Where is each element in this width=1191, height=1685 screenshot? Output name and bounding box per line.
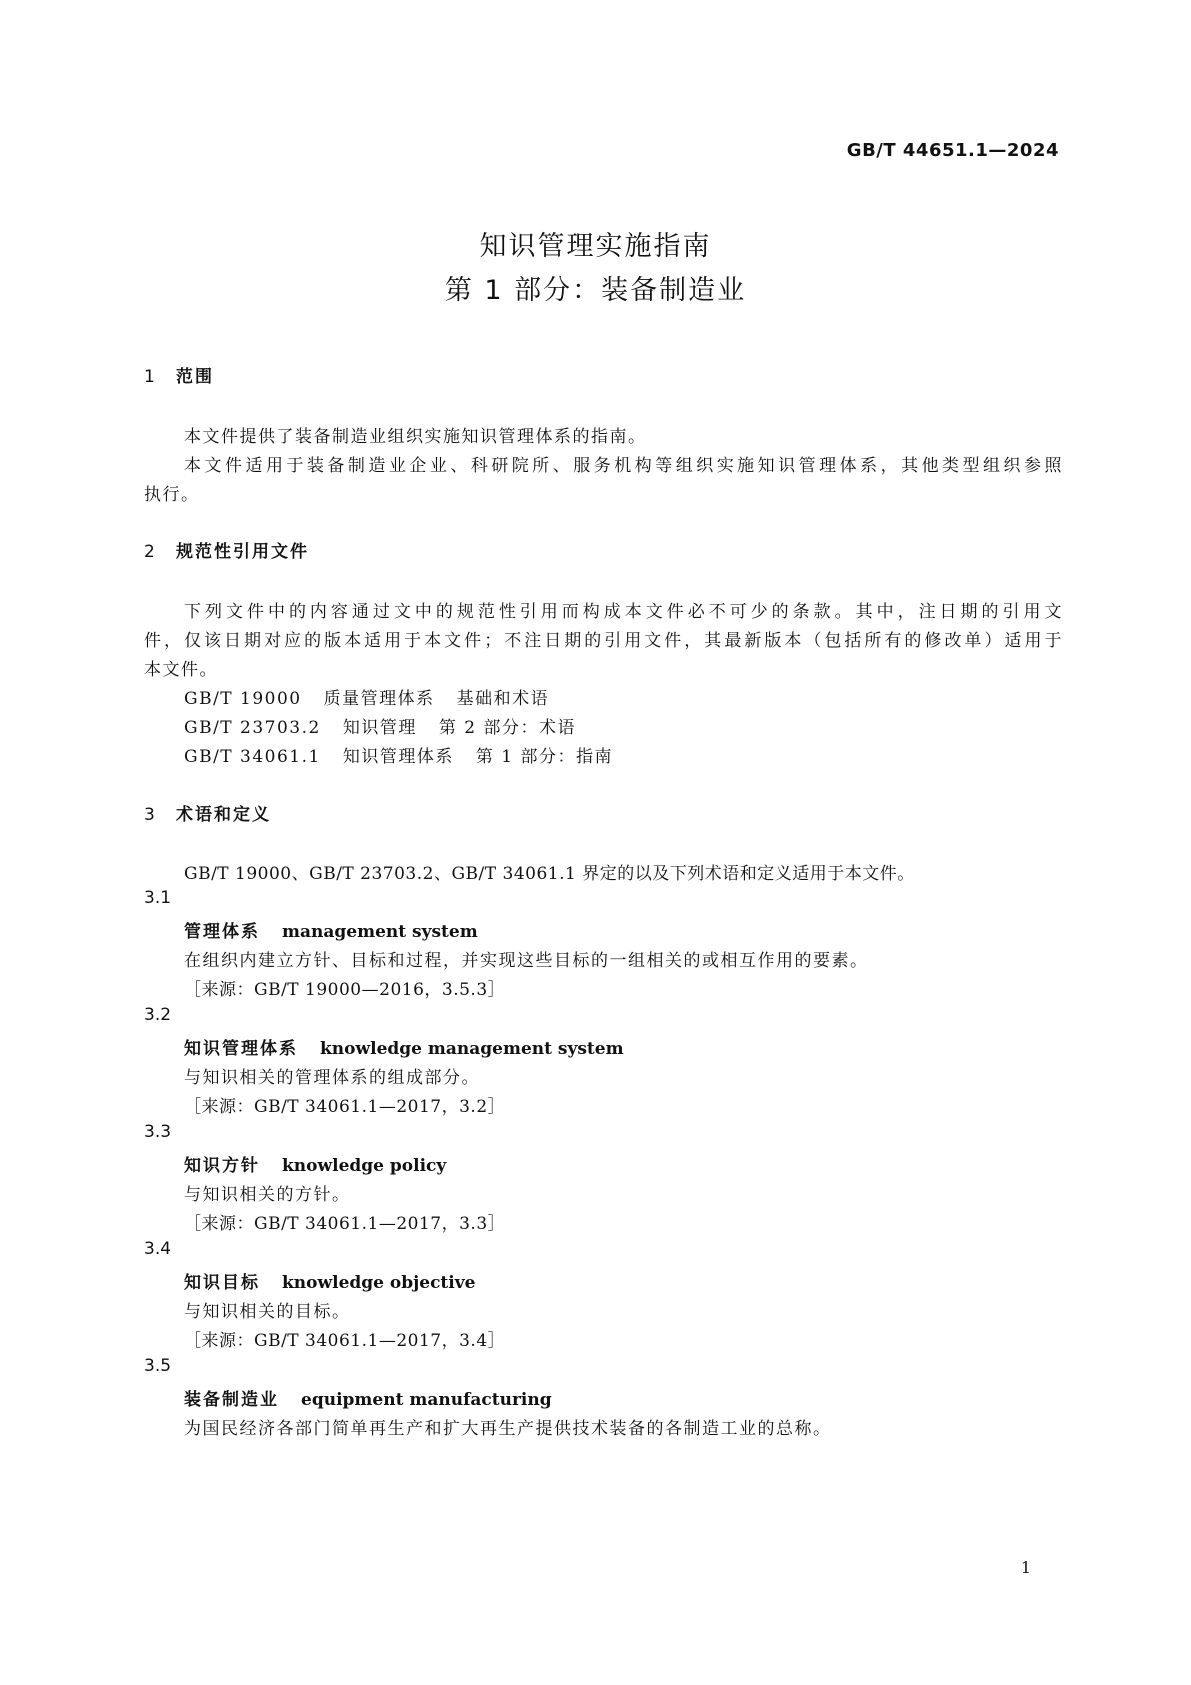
- document-subtitle: 第 1 部分：装备制造业: [444, 275, 747, 306]
- term-definition: 与知识相关的方针。: [184, 1185, 351, 1205]
- term-definition: 与知识相关的目标。: [184, 1302, 351, 1322]
- section-title: 范围: [176, 367, 214, 387]
- term-zh: 知识方针: [184, 1156, 260, 1176]
- term-number: 3.2: [144, 1005, 172, 1025]
- term-en: knowledge policy: [282, 1156, 447, 1176]
- term-en: knowledge management system: [320, 1039, 624, 1059]
- section-title: 术语和定义: [176, 805, 271, 825]
- section-heading-normative-references: [144, 537, 309, 562]
- term-zh: 知识目标: [184, 1273, 260, 1293]
- term-entry: [184, 1034, 624, 1059]
- terms-intro: GB/T 19000、GB/T 23703.2、GB/T 34061.1 界定的以及下列术语和定义适用于本文件。: [184, 864, 915, 884]
- term-entry: [184, 917, 478, 942]
- term-en: knowledge objective: [282, 1273, 476, 1293]
- document-code: GB/T 44651.1—2024: [846, 140, 1059, 161]
- normative-reference: [184, 742, 613, 767]
- scope-paragraph-2-line-2: 执行。: [144, 485, 200, 505]
- section-heading-scope: [144, 362, 214, 387]
- reference-code: GB/T 34061.1: [184, 747, 321, 767]
- normative-reference: [184, 713, 576, 738]
- reference-subtitle: 第 2 部分：术语: [438, 718, 576, 738]
- term-entry: [184, 1151, 446, 1176]
- term-number: 3.5: [144, 1356, 172, 1376]
- page-number: 1: [1020, 1558, 1031, 1577]
- section-number: 1: [144, 367, 157, 387]
- section-number: 2: [144, 542, 157, 562]
- document-title: 知识管理实施指南: [479, 231, 712, 262]
- scope-paragraph-1: 本文件提供了装备制造业组织实施知识管理体系的指南。: [184, 427, 647, 447]
- reference-title: 质量管理体系: [323, 689, 435, 709]
- reference-title: 知识管理: [342, 718, 417, 738]
- reference-title: 知识管理体系: [342, 747, 454, 767]
- term-source: ［来源：GB/T 34061.1—2017，3.3］: [184, 1214, 506, 1234]
- term-number: 3.1: [144, 888, 172, 908]
- section-title: 规范性引用文件: [176, 542, 309, 562]
- section-number: 3: [144, 805, 157, 825]
- normative-reference: [184, 684, 549, 709]
- term-zh: 知识管理体系: [184, 1039, 298, 1059]
- term-number: 3.3: [144, 1122, 172, 1142]
- reference-code: GB/T 23703.2: [184, 718, 321, 738]
- term-zh: 装备制造业: [184, 1390, 279, 1410]
- normative-intro-line-1: 下列文件中的内容通过文中的规范性引用而构成本文件必不可少的条款。其中，注日期的引用文: [184, 602, 1062, 622]
- term-definition: 在组织内建立方针、目标和过程，并实现这些目标的一组相关的或相互作用的要素。: [184, 951, 869, 971]
- term-en: equipment manufacturing: [301, 1390, 552, 1410]
- section-heading-terms: [144, 800, 271, 825]
- term-source: ［来源：GB/T 19000—2016，3.5.3］: [184, 980, 506, 1000]
- scope-paragraph-2-line-1: 本文件适用于装备制造业企业、科研院所、服务机构等组织实施知识管理体系，其他类型组织参照: [184, 456, 1062, 476]
- term-en: management system: [282, 922, 478, 942]
- normative-intro-line-3: 本文件。: [144, 660, 218, 680]
- term-entry: [184, 1385, 552, 1410]
- term-number: 3.4: [144, 1239, 172, 1259]
- term-entry: [184, 1268, 475, 1293]
- term-source: ［来源：GB/T 34061.1—2017，3.4］: [184, 1331, 506, 1351]
- reference-code: GB/T 19000: [184, 689, 302, 709]
- term-definition: 与知识相关的管理体系的组成部分。: [184, 1068, 480, 1088]
- reference-subtitle: 基础和术语: [456, 689, 550, 709]
- reference-subtitle: 第 1 部分：指南: [475, 747, 613, 767]
- normative-intro-line-2: 件，仅该日期对应的版本适用于本文件；不注日期的引用文件，其最新版本（包括所有的修改单）适用于: [144, 631, 1062, 651]
- term-source: ［来源：GB/T 34061.1—2017，3.2］: [184, 1097, 506, 1117]
- term-zh: 管理体系: [184, 922, 260, 942]
- term-definition: 为国民经济各部门简单再生产和扩大再生产提供技术装备的各制造工业的总称。: [184, 1419, 832, 1439]
